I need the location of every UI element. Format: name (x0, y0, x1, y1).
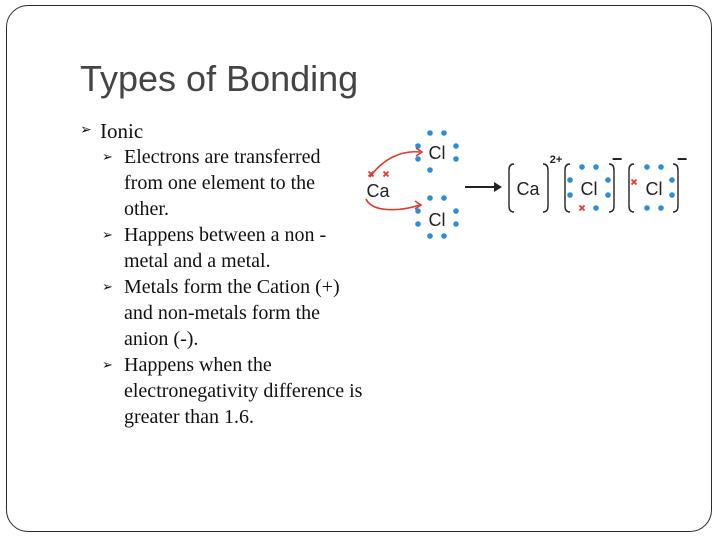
electron-dot (644, 164, 650, 170)
charge-2plus: 2+ (549, 154, 563, 166)
electron-dot (427, 195, 433, 201)
electron-dot (644, 205, 650, 211)
electron-cross (384, 172, 389, 177)
bracket-right (609, 164, 614, 212)
electron-dot (567, 177, 573, 183)
reactant-ca: Ca (366, 181, 390, 201)
electron-dot (658, 205, 664, 211)
bullet-text: Metals form the Cation (+) and non-metals form the anion (-). (124, 276, 340, 350)
bullet-text: Happens when the electronegativity difference is greater than 1.6. (124, 354, 363, 428)
product-cl-1: Cl (580, 179, 598, 199)
electron-dot (427, 130, 433, 136)
electron-dot (453, 208, 459, 214)
electron-dot (441, 233, 447, 239)
electron-cross (580, 206, 585, 211)
reactant-cl-bottom: Cl (428, 210, 446, 230)
electron-dot (658, 164, 664, 170)
electron-dot (605, 192, 611, 198)
bullet-text: Electrons are transferred from one element to the other. (124, 146, 321, 220)
bracket-right (673, 164, 678, 212)
charge-minus: − (611, 149, 623, 169)
electron-dot (453, 143, 459, 149)
electron-dot (579, 164, 585, 170)
electron-dot (415, 221, 421, 227)
electron-transfer-arrow-top (370, 152, 420, 177)
electron-dot (593, 205, 599, 211)
arrow-bullet-icon: ➢ (102, 149, 113, 164)
bracket-left (629, 164, 634, 212)
charge-minus: − (676, 149, 688, 169)
electron-dot (567, 192, 573, 198)
electron-dot (669, 192, 675, 198)
arrow-bullet-icon: ➢ (102, 357, 113, 372)
bracket-right (543, 164, 548, 212)
electron-dot (453, 156, 459, 162)
electron-cross (632, 180, 637, 185)
electron-dot (427, 233, 433, 239)
bullet-text: Happens between a non -metal and a metal. (124, 224, 327, 272)
electron-dot (441, 195, 447, 201)
slide-title: Types of Bonding (80, 58, 359, 99)
bracket-left (509, 164, 514, 212)
electron-dot (441, 130, 447, 136)
arrow-bullet-icon: ➢ (80, 123, 92, 138)
arrowhead-icon (494, 182, 502, 192)
electron-dot (605, 177, 611, 183)
product-cl-2: Cl (645, 179, 663, 199)
reactant-cl-top: Cl (428, 143, 446, 163)
electron-dot (427, 167, 433, 173)
electron-dot (415, 156, 421, 162)
electron-dot (669, 177, 675, 183)
electron-dot (453, 221, 459, 227)
bracket-left (565, 164, 570, 212)
arrow-bullet-icon: ➢ (102, 279, 113, 294)
electron-dot (593, 164, 599, 170)
arrow-bullet-icon: ➢ (102, 227, 113, 242)
bullet-text: Ionic (100, 119, 144, 143)
product-ca: Ca (516, 179, 540, 199)
